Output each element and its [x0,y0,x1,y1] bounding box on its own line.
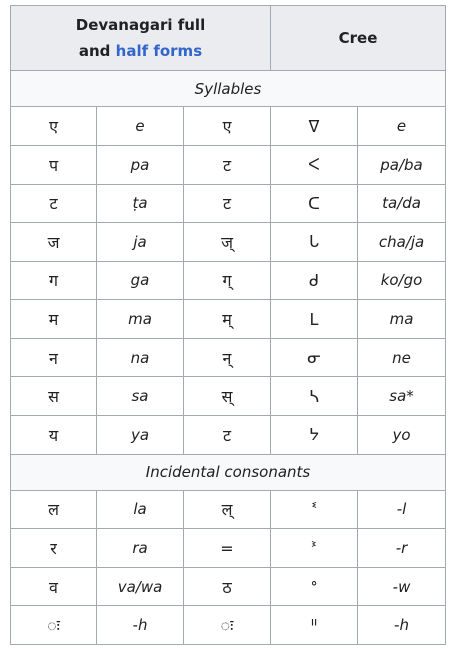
cell-devanagari-half: ट [184,184,271,223]
cell-devanagari-half: स् [184,377,271,416]
cell-cree-syllabic: ᔭ [271,415,358,454]
cell-devanagari-half: ग् [184,261,271,300]
cell-transliteration: e [97,107,184,146]
table-row [11,415,446,454]
cell-transliteration: ma [97,300,184,339]
cell-cree-romanization: ko/go [358,261,446,300]
cell-cree-syllabic: ᓂ [271,338,358,377]
table-row [11,223,446,262]
cell-devanagari-full: र [11,529,97,568]
cell-transliteration: ra [97,529,184,568]
cell-cree-romanization: ma [358,300,446,339]
cell-cree-romanization: -h [358,606,446,645]
cell-devanagari-full: प [11,146,97,185]
cell-devanagari-full: ः [11,606,97,645]
header-devanagari [11,6,271,71]
section-header-row [11,71,446,107]
cell-devanagari-half: ः [184,606,271,645]
section-title: Syllables [11,71,446,107]
table-row [11,529,446,568]
cell-transliteration: ja [97,223,184,262]
cell-devanagari-full: ए [11,107,97,146]
cell-transliteration: -h [97,606,184,645]
cell-cree-romanization: -w [358,567,446,606]
cell-devanagari-half: = [184,529,271,568]
cell-devanagari-full: म [11,300,97,339]
cell-devanagari-full: ट [11,184,97,223]
cell-transliteration: pa [97,146,184,185]
cell-cree-romanization: ne [358,338,446,377]
table-row [11,261,446,300]
cell-devanagari-full: ग [11,261,97,300]
section-header-row [11,454,446,490]
table-row [11,490,446,529]
cell-cree-syllabic: ᐤ [271,567,358,606]
header-row [11,6,446,71]
cell-transliteration: na [97,338,184,377]
cell-cree-syllabic: ᕑ [271,529,358,568]
cell-cree-romanization: yo [358,415,446,454]
cell-transliteration: va/wa [97,567,184,606]
table-row [11,146,446,185]
table-row [11,377,446,416]
cell-devanagari-full: स [11,377,97,416]
cell-cree-romanization: -l [358,490,446,529]
section-title: Incidental consonants [11,454,446,490]
cell-cree-syllabic: ᐁ [271,107,358,146]
cell-devanagari-full: न [11,338,97,377]
cell-cree-syllabic: ᒐ [271,223,358,262]
cell-cree-syllabic: ᑯ [271,261,358,300]
cell-transliteration: ya [97,415,184,454]
cell-devanagari-full: य [11,415,97,454]
cell-cree-syllabic: ᓫ [271,490,358,529]
table-row [11,184,446,223]
cell-transliteration: la [97,490,184,529]
cell-devanagari-half: ज् [184,223,271,262]
cell-devanagari-full: ल [11,490,97,529]
cell-cree-syllabic: ᐸ [271,146,358,185]
cell-devanagari-full: व [11,567,97,606]
cell-cree-romanization: pa/ba [358,146,446,185]
cell-devanagari-half: ट [184,415,271,454]
cell-cree-syllabic: ᐦ [271,606,358,645]
cell-devanagari-half: ल् [184,490,271,529]
table-row [11,567,446,606]
cell-cree-romanization: e [358,107,446,146]
cell-cree-romanization: sa* [358,377,446,416]
table-row [11,338,446,377]
cell-devanagari-half: म् [184,300,271,339]
cell-cree-romanization: -r [358,529,446,568]
half-forms-link[interactable]: half forms [115,42,203,61]
cell-cree-romanization: ta/da [358,184,446,223]
cell-devanagari-full: ज [11,223,97,262]
table-row [11,606,446,645]
cell-devanagari-half: न् [184,338,271,377]
cell-devanagari-half: ए [184,107,271,146]
header-devanagari-line2-prefix: and [78,42,116,61]
table-row [11,300,446,339]
table-row [11,107,446,146]
cell-transliteration: sa [97,377,184,416]
cell-cree-romanization: cha/ja [358,223,446,262]
cell-cree-syllabic: ᑕ [271,184,358,223]
header-devanagari-line1: Devanagari full [75,16,206,35]
cell-devanagari-half: ठ [184,567,271,606]
comparison-table [10,5,446,645]
cell-cree-syllabic: ᓴ [271,377,358,416]
cell-cree-syllabic: ᒪ [271,300,358,339]
cell-devanagari-half: ट [184,146,271,185]
cell-transliteration: ṭa [97,184,184,223]
header-cree: Cree [271,6,446,71]
cell-transliteration: ga [97,261,184,300]
